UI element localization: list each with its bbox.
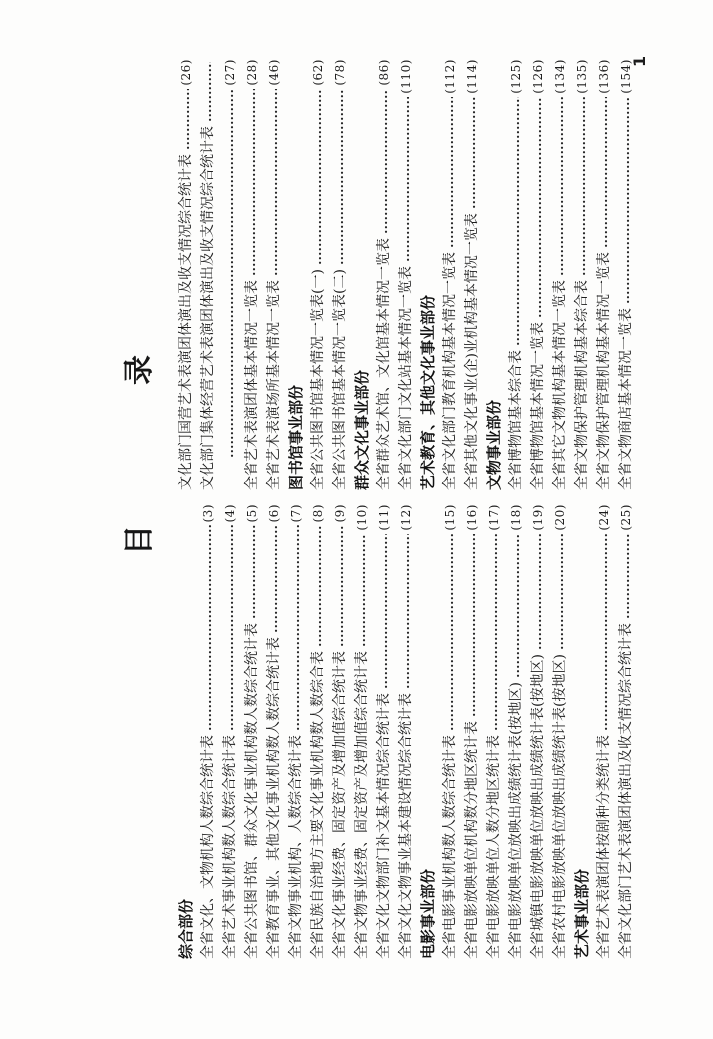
entry-page-number: (25) [619,504,633,531]
dot-leader [252,89,256,276]
toc-entry [351,504,373,959]
toc-entry [615,59,637,490]
entry-title: 全省艺术表演团体按剧种分类统计表 [596,735,612,959]
entry-title: 全省文化部门文化站基本情况一览表 [398,266,414,490]
dot-leader [538,534,542,650]
toc-left-column [175,504,637,959]
section-heading [571,504,593,959]
toc-entry [263,59,285,490]
entry-page-number: (134) [553,59,567,94]
section-heading [417,504,439,959]
entry-page-number: (86) [377,59,391,86]
dot-leader [604,534,608,731]
toc-entry [395,59,417,490]
entry-title: 全省艺术表演团体基本情况一览表 [244,280,260,490]
entry-title: 全省公共图书馆基本情况一览表(一) [310,269,326,490]
page-title-char-2: 录 [122,355,157,385]
entry-title: 全省博物馆基本综合表 [508,350,524,490]
dot-leader [494,534,498,731]
dot-leader [318,89,322,265]
dot-leader [450,97,454,248]
entry-page-number: (6) [267,504,281,523]
entry-page-number: (7) [289,504,303,523]
entry-title: 全省群众艺术馆、文化馆基本情况一览表 [376,238,392,490]
dot-leader [340,89,344,265]
dot-leader [318,526,322,648]
dot-leader [384,89,388,234]
toc-entry [461,59,483,490]
section-heading [483,59,505,490]
dot-leader [208,62,212,122]
entry-title: 全省电影事业机构数人数综合统计表 [442,735,458,959]
section-heading-text: 文物事业部份 [485,399,503,490]
toc-entry [593,59,615,490]
entry-page-number: (24) [597,504,611,531]
entry-title: 全省文物保护管理机构基本情况一览表 [596,252,612,490]
entry-page-number: (112) [443,59,457,94]
entry-title: 全省公共图书馆、群众文化事业机构数人数综合统计表 [244,623,260,959]
toc-entry [285,504,307,959]
entry-title: 全省文化文物事业基本建设情况综合统计表 [398,693,414,959]
dot-leader [296,526,300,732]
entry-title: 全省文化、文物机构人数综合统计表 [200,735,216,959]
entry-title: 全省文物事业机构、人数综合统计表 [288,735,304,959]
dot-leader [626,97,630,304]
toc-entry [329,59,351,490]
entry-title: 全省文化事业经费、固定资产及增加值综合统计表 [332,651,348,959]
toc-entry-continuation [219,59,241,490]
dot-leader [274,89,278,276]
entry-page-number: (8) [311,504,325,523]
toc-entry [329,504,351,959]
entry-title: 全省电影放映单位人数分地区统计表 [486,735,502,959]
toc-entry [307,59,329,490]
entry-title: 全省电影放映单位机构数分地区统计表 [464,721,480,959]
entry-title: 全省艺术表演场所基本情况一览表 [266,280,282,490]
section-heading [351,59,373,490]
toc-entry [505,504,527,959]
entry-page-number: (125) [509,59,523,94]
toc-entry [197,504,219,959]
entry-title: 全省农村电影放映单位放映出成绩统计表(按地区) [552,654,568,959]
section-heading-text: 图书馆事业部份 [287,384,305,490]
entry-page-number: (19) [531,504,545,531]
section-heading-text: 艺术教育、其他文化事业部份 [419,294,437,490]
dot-leader [252,526,256,620]
dot-leader [560,97,564,276]
toc-entry [461,504,483,959]
entry-page-number: (114) [465,59,479,94]
section-heading-text: 电影事业部份 [419,868,437,959]
entry-title: 全省其它文物机构基本情况一览表 [552,280,568,490]
entry-title: 全省文物保护管理机构基本综合表 [574,280,590,490]
entry-title: 全省博物馆基本情况一览表 [530,322,546,490]
section-heading-text: 群众文化事业部份 [353,369,371,490]
dot-leader [384,534,388,689]
entry-page-number: (15) [443,504,457,531]
toc-entry [241,504,263,959]
entry-page-number: (12) [399,504,413,531]
entry-page-number: (11) [377,504,391,531]
entry-title: 文化部门集体经营艺术表演团体演出及收支情况综合统计表 [200,126,216,490]
entry-title: 全省城镇电影放映单位放映出成绩统计表(按地区) [530,654,546,959]
dot-leader [560,534,564,650]
entry-page-number: (110) [399,59,413,94]
toc-entry [175,59,197,490]
dot-leader [516,97,520,346]
section-heading [285,59,307,490]
toc-entry [505,59,527,490]
entry-page-number: (4) [223,504,237,523]
dot-leader [208,526,212,732]
dot-leader [230,89,234,458]
toc-entry [395,504,417,959]
toc-entry [593,504,615,959]
toc-entry [527,59,549,490]
toc-entry [615,504,637,959]
entry-page-number: (9) [333,504,347,523]
entry-page-number: (78) [333,59,347,86]
entry-title: 全省电影放映单位放映出成绩统计表(按地区) [508,682,524,959]
entry-title: 全省其他文化事业(企)业机构基本情况一览表 [464,213,480,490]
toc-entry [263,504,285,959]
section-heading-text: 综合部份 [177,898,195,959]
entry-page-number: (3) [201,504,215,523]
entry-page-number: (10) [355,504,369,531]
entry-title: 全省民族自治地方主要文化事业机构数人数综合表 [310,651,326,959]
entry-page-number: (5) [245,504,259,523]
dot-leader [538,97,542,318]
section-heading [417,59,439,490]
entry-page-number: (28) [245,59,259,86]
entry-title: 全省教育事业、其他文化事业机构数人数综合统计表 [266,637,282,959]
dot-leader [186,89,190,150]
toc-entry [483,504,505,959]
entry-page-number: (26) [179,59,193,86]
entry-page-number: (136) [597,59,611,94]
toc-entry [527,504,549,959]
entry-page-number: (154) [619,59,633,94]
entry-title: 全省文化部门教育机构基本情况一览表 [442,252,458,490]
entry-page-number: (17) [487,504,501,531]
dot-leader [340,526,344,648]
toc-entry [197,59,219,490]
toc-entry [241,59,263,490]
page-number: 1 [630,55,649,67]
entry-title: 全省文化部门艺术表演团体演出及收支情况综合统计表 [618,623,634,959]
entry-page-number: (135) [575,59,589,94]
entry-page-number: (62) [311,59,325,86]
entry-page-number: (20) [553,504,567,531]
section-heading [175,504,197,959]
toc-entry [373,504,395,959]
entry-page-number: (16) [465,504,479,531]
toc-entry [571,59,593,490]
dot-leader [406,97,410,262]
dot-leader [230,526,234,732]
entry-title: 全省艺术事业机构数人数综合统计表 [222,735,238,959]
entry-page-number: (46) [267,59,281,86]
toc-entry [439,504,461,959]
dot-leader [516,534,520,678]
entry-title: 全省文物事业经费、固定资产及增加值综合统计表 [354,651,370,959]
dot-leader [450,534,454,731]
dot-leader [472,534,476,717]
toc-entry [307,504,329,959]
dot-leader [362,534,366,647]
toc-entry [549,504,571,959]
section-heading-text: 艺术事业部份 [573,868,591,959]
entry-title: 全省公共图书馆基本情况一览表(二) [332,269,348,490]
toc-entry [549,59,571,490]
entry-title: 全省文化文物部门补文基本情况综合统计表 [376,693,392,959]
entry-page-number: (18) [509,504,523,531]
dot-leader [604,97,608,248]
entry-page-number: (126) [531,59,545,94]
dot-leader [582,97,586,276]
dot-leader [406,534,410,689]
entry-title: 文化部门国营艺术表演团体演出及收支情况综合统计表 [178,154,194,490]
entry-page-number: (27) [223,59,237,86]
toc-right-column [175,59,637,490]
entry-title: 全省文物商店基本情况一览表 [618,308,634,490]
toc-entry [373,59,395,490]
dot-leader [274,526,278,634]
page-title-char-1: 目 [122,525,157,555]
toc-entry [439,59,461,490]
toc-entry [219,504,241,959]
dot-leader [472,97,476,209]
dot-leader [626,534,630,619]
